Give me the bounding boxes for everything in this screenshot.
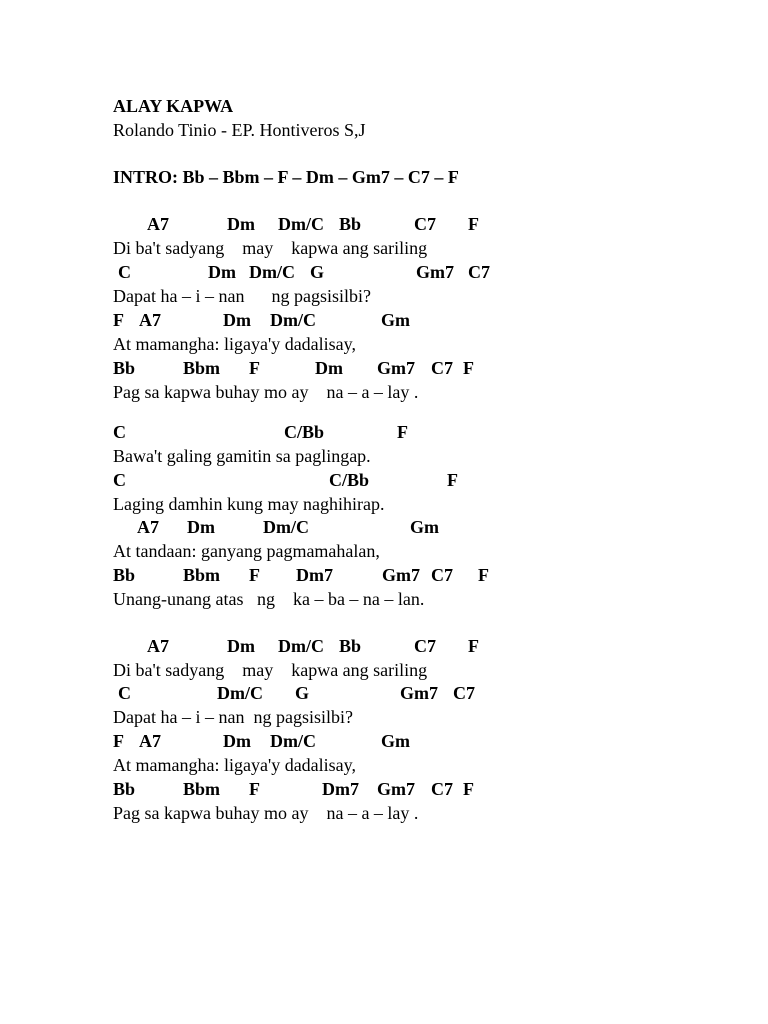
chord: Dm/C xyxy=(278,636,324,656)
chord: A7 xyxy=(137,517,159,537)
chord: C7 xyxy=(414,636,436,656)
chord: F xyxy=(468,636,479,656)
chord: Gm7 xyxy=(382,565,420,585)
chord: F xyxy=(113,731,124,751)
lyric-line: Pag sa kapwa buhay mo ay na – a – lay . xyxy=(113,803,419,823)
chord: G xyxy=(310,262,325,282)
chord: Dm xyxy=(208,262,236,282)
chord: Bb xyxy=(113,779,136,799)
chord: A7 xyxy=(139,310,161,330)
chord: F xyxy=(468,214,479,234)
chord: C7 xyxy=(431,565,453,585)
lyric-line: Laging damhin kung may naghihirap. xyxy=(113,494,385,514)
chord: C xyxy=(113,470,126,490)
chord: F xyxy=(249,565,260,585)
chord: Dm7 xyxy=(296,565,333,585)
chord: Dm/C xyxy=(249,262,295,282)
chord: F xyxy=(478,565,489,585)
lyric-line: At mamangha: ligaya'y dadalisay, xyxy=(113,755,356,775)
chord: Bbm xyxy=(183,358,221,378)
song-title: ALAY KAPWA xyxy=(113,96,234,116)
chord: Dm/C xyxy=(270,731,316,751)
chord: Dm7 xyxy=(322,779,359,799)
lyric-line: Dapat ha – i – nan ng pagsisilbi? xyxy=(113,286,371,306)
chord: Bb xyxy=(339,214,362,234)
chord: Dm/C xyxy=(217,683,263,703)
chord: C xyxy=(118,262,131,282)
chord: F xyxy=(447,470,458,490)
chord: Dm xyxy=(187,517,215,537)
chord: Dm xyxy=(227,214,255,234)
chord: C/Bb xyxy=(284,422,325,442)
chord: A7 xyxy=(147,636,169,656)
chord: Gm xyxy=(410,517,439,537)
intro-chords: INTRO: Bb – Bbm – F – Dm – Gm7 – C7 – F xyxy=(113,167,459,187)
chord: Dm xyxy=(223,310,251,330)
lyric-line: Bawa't galing gamitin sa paglingap. xyxy=(113,446,371,466)
chord: Gm7 xyxy=(416,262,454,282)
chord: F xyxy=(463,779,474,799)
lyric-line: At mamangha: ligaya'y dadalisay, xyxy=(113,334,356,354)
song-credits: Rolando Tinio - EP. Hontiveros S,J xyxy=(113,120,366,140)
chord: C7 xyxy=(453,683,475,703)
chord: Bb xyxy=(339,636,362,656)
lyric-line: Di ba't sadyang may kapwa ang sariling xyxy=(113,660,428,680)
chord: A7 xyxy=(147,214,169,234)
chord: Gm xyxy=(381,310,410,330)
chord: C/Bb xyxy=(329,470,370,490)
chord: Dm xyxy=(227,636,255,656)
chord: C xyxy=(113,422,126,442)
chord: Bb xyxy=(113,358,136,378)
lyric-line: At tandaan: ganyang pagmamahalan, xyxy=(113,541,380,561)
chord: G xyxy=(295,683,310,703)
lyric-line: Pag sa kapwa buhay mo ay na – a – lay . xyxy=(113,382,419,402)
chord: Gm7 xyxy=(400,683,438,703)
chord: F xyxy=(249,358,260,378)
chord: Dm/C xyxy=(263,517,309,537)
chord: Dm/C xyxy=(278,214,324,234)
chord: F xyxy=(397,422,408,442)
chord: C7 xyxy=(431,779,453,799)
chord: F xyxy=(249,779,260,799)
lyric-line: Di ba't sadyang may kapwa ang sariling xyxy=(113,238,428,258)
chord: F xyxy=(463,358,474,378)
chord: C7 xyxy=(468,262,490,282)
chord: Dm xyxy=(315,358,343,378)
chord: Dm/C xyxy=(270,310,316,330)
chord: A7 xyxy=(139,731,161,751)
chord: Dm xyxy=(223,731,251,751)
chord: C7 xyxy=(431,358,453,378)
chord: Bbm xyxy=(183,779,221,799)
chord: C7 xyxy=(414,214,436,234)
chord: Gm7 xyxy=(377,779,415,799)
chord: Bb xyxy=(113,565,136,585)
chord: C xyxy=(118,683,131,703)
chord: Bbm xyxy=(183,565,221,585)
chord: Gm7 xyxy=(377,358,415,378)
chord: Gm xyxy=(381,731,410,751)
lyric-line: Dapat ha – i – nan ng pagsisilbi? xyxy=(113,707,353,727)
chord: F xyxy=(113,310,124,330)
lyric-line: Unang-unang atas ng ka – ba – na – lan. xyxy=(113,589,425,609)
